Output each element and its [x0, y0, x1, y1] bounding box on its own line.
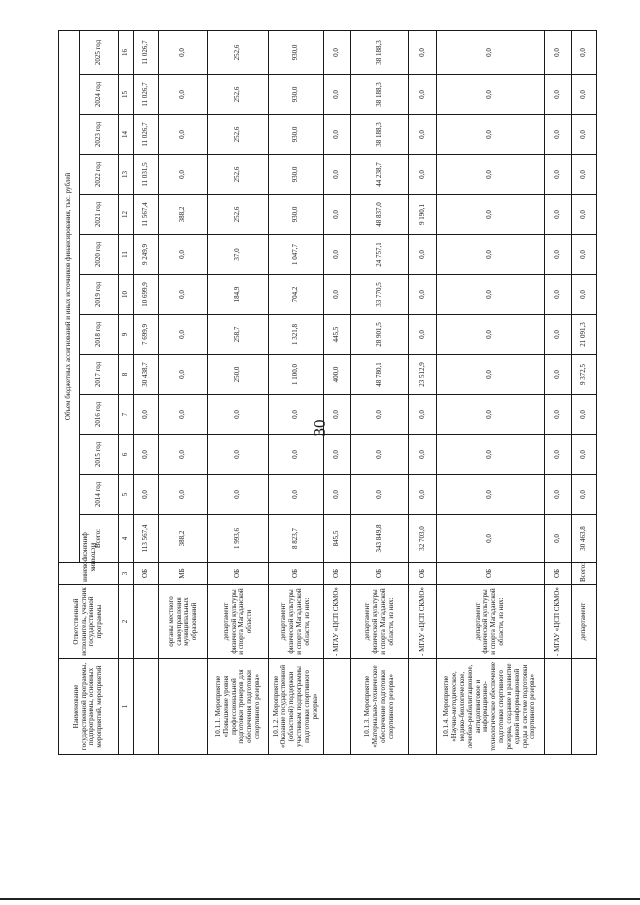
row-year-value: 0,0: [544, 195, 572, 235]
row-year-value: 0,0: [544, 75, 572, 115]
row-year-value: 0,0: [208, 435, 269, 475]
row-year-value: 24 757,1: [351, 235, 409, 275]
header-source-text: Источник финансирования: [81, 532, 98, 582]
row-year-value: 0,0: [351, 395, 409, 435]
row-year-value: 0,0: [544, 115, 572, 155]
header-year: 2022 год: [80, 155, 118, 195]
column-number: 4: [118, 515, 133, 563]
column-number: 3: [118, 563, 133, 585]
row-name: 10.1.4. Мероприятие «Научно-методическое, медико-биологическое, лечебно-реабилитационное, антидопинговое и информационно-технологическое обеспечение подготовки спортивного резерва, создание и развитие единой информационной среды в системе подготовки спортивного резерва»: [436, 659, 544, 755]
row-year-value: 11 026,7: [133, 75, 159, 115]
row-year-value: 0,0: [544, 475, 572, 515]
table-row: [544, 30, 572, 754]
header-year: 2016 год: [80, 395, 118, 435]
row-year-value: 21 091,3: [572, 315, 597, 355]
row-executor: департамент физической культуры и спорта Магаданской области, из них:: [269, 585, 323, 659]
row-year-value: 0,0: [436, 30, 544, 74]
row-year-value: 0,0: [436, 435, 544, 475]
row-year-value: 0,0: [544, 235, 572, 275]
row-year-value: 258,7: [208, 315, 269, 355]
row-year-value: 0,0: [159, 235, 208, 275]
row-year-value: 0,0: [133, 475, 159, 515]
row-year-value: 44 238,7: [351, 155, 409, 195]
row-year-value: 0,0: [436, 115, 544, 155]
row-year-value: 0,0: [572, 435, 597, 475]
column-number: 6: [118, 435, 133, 475]
row-year-value: 0,0: [323, 435, 351, 475]
header-year: 2015 год: [80, 435, 118, 475]
row-year-value: 930,0: [269, 155, 323, 195]
row-year-value: 23 512,9: [409, 355, 437, 395]
row-year-value: 0,0: [159, 475, 208, 515]
row-year-value: 0,0: [409, 235, 437, 275]
row-year-value: 0,0: [572, 30, 597, 74]
header-year: 2017 год: [80, 355, 118, 395]
row-executor: департамент физической культуры и спорта Магаданской области, из них:: [351, 585, 409, 659]
row-year-value: 33 770,5: [351, 275, 409, 315]
header-year: 2024 год: [80, 75, 118, 115]
row-year-value: 0,0: [544, 355, 572, 395]
row-year-value: 0,0: [436, 475, 544, 515]
row-source: ОБ: [351, 563, 409, 585]
row-total: 388,2: [159, 515, 208, 563]
column-number: 16: [118, 30, 133, 74]
row-total: 0,0: [544, 515, 572, 563]
row-year-value: 0,0: [159, 435, 208, 475]
row-name: 10.1.1. Мероприятие «Повышение уровня профессиональной подготовки тренеров для обеспечения подготовки спортивного резерва»: [208, 659, 269, 755]
row-year-value: 0,0: [572, 195, 597, 235]
row-year-value: 1 100,0: [269, 355, 323, 395]
row-name: [409, 659, 437, 755]
header-executor: Ответственный исполнитель, участник государственной программы: [59, 585, 119, 659]
budget-table: [58, 30, 597, 755]
row-year-value: 0,0: [159, 395, 208, 435]
row-year-value: 9 249,9: [133, 235, 159, 275]
row-year-value: 7 699,9: [133, 315, 159, 355]
table-row: [351, 30, 409, 754]
row-year-value: 252,6: [208, 30, 269, 74]
row-year-value: 10 699,9: [133, 275, 159, 315]
row-year-value: 0,0: [409, 395, 437, 435]
row-year-value: 0,0: [436, 235, 544, 275]
row-total: 30 463,8: [572, 515, 597, 563]
row-year-value: 0,0: [208, 475, 269, 515]
row-year-value: 48 837,0: [351, 195, 409, 235]
row-year-value: 0,0: [323, 30, 351, 74]
row-year-value: 0,0: [323, 75, 351, 115]
row-year-value: 0,0: [436, 355, 544, 395]
row-year-value: 11 026,7: [133, 115, 159, 155]
row-year-value: 252,6: [208, 115, 269, 155]
row-year-value: 0,0: [159, 30, 208, 74]
page-bottom-rule: [0, 898, 640, 900]
row-year-value: 0,0: [436, 195, 544, 235]
row-executor: - МГАУ «ЦСП СКМО»: [544, 585, 572, 659]
row-year-value: 388,2: [159, 195, 208, 235]
row-source: ОБ: [133, 563, 159, 585]
row-year-value: 0,0: [572, 235, 597, 275]
table-body: [133, 30, 596, 754]
row-year-value: 37,0: [208, 235, 269, 275]
row-year-value: 0,0: [323, 235, 351, 275]
row-year-value: 0,0: [572, 155, 597, 195]
row-executor: органы местного самоуправления муниципальных образований: [159, 585, 208, 659]
column-number: 9: [118, 315, 133, 355]
row-year-value: 0,0: [159, 75, 208, 115]
row-year-value: 252,6: [208, 155, 269, 195]
row-total: 1 993,6: [208, 515, 269, 563]
row-year-value: 1 321,8: [269, 315, 323, 355]
header-volume: Объем бюджетных ассигнований и иных источников финансирования, тыс. рублей: [59, 30, 80, 562]
row-year-value: 445,5: [323, 315, 351, 355]
row-year-value: 0,0: [544, 155, 572, 195]
row-year-value: 0,0: [133, 435, 159, 475]
header-name: Наименование государственной программы, подпрограммы, основных мероприятий, мероприятий: [59, 659, 119, 755]
column-number: 8: [118, 355, 133, 395]
row-year-value: 0,0: [323, 475, 351, 515]
row-year-value: 11 026,7: [133, 30, 159, 74]
row-source: ОБ: [544, 563, 572, 585]
row-year-value: 0,0: [544, 275, 572, 315]
row-name: [323, 659, 351, 755]
header-year: 2020 год: [80, 235, 118, 275]
row-year-value: 0,0: [159, 275, 208, 315]
row-year-value: 0,0: [572, 475, 597, 515]
row-year-value: 252,6: [208, 195, 269, 235]
row-year-value: 0,0: [159, 355, 208, 395]
column-number: 2: [118, 585, 133, 659]
row-year-value: 0,0: [323, 195, 351, 235]
row-name: [159, 659, 208, 755]
column-number: 15: [118, 75, 133, 115]
row-year-value: 0,0: [436, 315, 544, 355]
header-year: 2025 год: [80, 30, 118, 74]
table-row: [269, 30, 323, 754]
row-total: 343 849,8: [351, 515, 409, 563]
column-number: 1: [118, 659, 133, 755]
row-year-value: 11 031,5: [133, 155, 159, 195]
column-number: 12: [118, 195, 133, 235]
table-row: [133, 30, 159, 754]
row-total: 113 567,4: [133, 515, 159, 563]
header-year: 2023 год: [80, 115, 118, 155]
row-year-value: 0,0: [436, 275, 544, 315]
row-year-value: 0,0: [351, 435, 409, 475]
row-year-value: 38 188,3: [351, 75, 409, 115]
row-year-value: 0,0: [351, 475, 409, 515]
row-year-value: 0,0: [208, 395, 269, 435]
row-year-value: 0,0: [409, 275, 437, 315]
row-year-value: 0,0: [323, 115, 351, 155]
row-year-value: 930,0: [269, 195, 323, 235]
row-total: 32 703,0: [409, 515, 437, 563]
page-number: 30: [310, 419, 329, 437]
row-year-value: 0,0: [409, 435, 437, 475]
row-year-value: 0,0: [409, 75, 437, 115]
budget-table-sheet: [58, 31, 597, 755]
row-year-value: 0,0: [436, 75, 544, 115]
row-name: [572, 659, 597, 755]
row-name: [133, 659, 159, 755]
table-row: [323, 30, 351, 754]
row-year-value: 930,0: [269, 75, 323, 115]
row-year-value: 9 190,1: [409, 195, 437, 235]
header-total: Всего:: [80, 515, 118, 563]
row-year-value: 0,0: [436, 395, 544, 435]
row-year-value: 0,0: [409, 30, 437, 74]
table-row: [409, 30, 437, 754]
row-year-value: 30 438,7: [133, 355, 159, 395]
row-year-value: 0,0: [159, 115, 208, 155]
row-year-value: 11 567,4: [133, 195, 159, 235]
row-executor: департамент: [572, 585, 597, 659]
row-year-value: 0,0: [572, 395, 597, 435]
row-source: ОБ: [208, 563, 269, 585]
column-number: 13: [118, 155, 133, 195]
column-number: 14: [118, 115, 133, 155]
row-executor: департамент физической культуры и спорта Магаданской области: [208, 585, 269, 659]
table-row: [572, 30, 597, 754]
header-year: 2018 год: [80, 315, 118, 355]
row-year-value: 0,0: [159, 315, 208, 355]
row-total: 8 823,7: [269, 515, 323, 563]
row-executor: - МГАУ «ЦСП СКМО»: [409, 585, 437, 659]
row-year-value: 0,0: [572, 115, 597, 155]
row-year-value: 1 047,7: [269, 235, 323, 275]
column-number: 5: [118, 475, 133, 515]
row-year-value: 9 372,5: [572, 355, 597, 395]
row-year-value: 184,9: [208, 275, 269, 315]
row-year-value: 0,0: [159, 155, 208, 195]
row-year-value: 0,0: [323, 275, 351, 315]
row-year-value: 0,0: [323, 395, 351, 435]
row-year-value: 0,0: [572, 75, 597, 115]
row-year-value: 0,0: [409, 155, 437, 195]
row-year-value: 38 188,3: [351, 30, 409, 74]
row-year-value: 930,0: [269, 115, 323, 155]
row-source: Всего:: [572, 563, 597, 585]
row-name: [544, 659, 572, 755]
header-year: 2021 год: [80, 195, 118, 235]
row-source: ОБ: [269, 563, 323, 585]
header-year: 2014 год: [80, 475, 118, 515]
row-source: МБ: [159, 563, 208, 585]
row-year-value: 0,0: [544, 435, 572, 475]
table-row: [436, 30, 544, 754]
table-row: [208, 30, 269, 754]
row-year-value: 0,0: [323, 155, 351, 195]
row-year-value: 930,0: [269, 30, 323, 74]
row-year-value: 250,0: [208, 355, 269, 395]
row-year-value: 0,0: [269, 435, 323, 475]
row-year-value: 0,0: [409, 315, 437, 355]
row-year-value: 0,0: [544, 395, 572, 435]
row-total: 0,0: [436, 515, 544, 563]
row-source: ОБ: [436, 563, 544, 585]
row-year-value: 400,0: [323, 355, 351, 395]
row-name: 10.1.2. Мероприятие «Оказание государственной (областной) поддержки участникам подпрограммы подготовки спортивного резерва»: [269, 659, 323, 755]
table-row: [159, 30, 208, 754]
row-year-value: 0,0: [269, 475, 323, 515]
row-year-value: 0,0: [409, 475, 437, 515]
column-number: 10: [118, 275, 133, 315]
row-year-value: 38 188,3: [351, 115, 409, 155]
header-year: 2019 год: [80, 275, 118, 315]
row-executor: департамент физической культуры и спорта Магаданской области, из них:: [436, 585, 544, 659]
row-year-value: 28 901,5: [351, 315, 409, 355]
column-number: 7: [118, 395, 133, 435]
column-number-row: [118, 30, 133, 754]
row-year-value: 0,0: [544, 315, 572, 355]
row-executor: [133, 585, 159, 659]
row-year-value: 0,0: [544, 30, 572, 74]
row-year-value: 0,0: [572, 275, 597, 315]
row-year-value: 0,0: [269, 395, 323, 435]
row-year-value: 704,2: [269, 275, 323, 315]
row-year-value: 252,6: [208, 75, 269, 115]
row-total: 845,5: [323, 515, 351, 563]
row-year-value: 0,0: [133, 395, 159, 435]
row-year-value: 0,0: [436, 155, 544, 195]
row-executor: - МГАУ «ЦСП СКМО»: [323, 585, 351, 659]
header-row-top: [59, 30, 80, 754]
row-source: ОБ: [323, 563, 351, 585]
column-number: 11: [118, 235, 133, 275]
row-source: ОБ: [409, 563, 437, 585]
row-year-value: 48 780,1: [351, 355, 409, 395]
row-year-value: 0,0: [409, 115, 437, 155]
row-name: 10.1.3. Мероприятие «Материально-техническое обеспечение подготовки спортивного резерва»: [351, 659, 409, 755]
